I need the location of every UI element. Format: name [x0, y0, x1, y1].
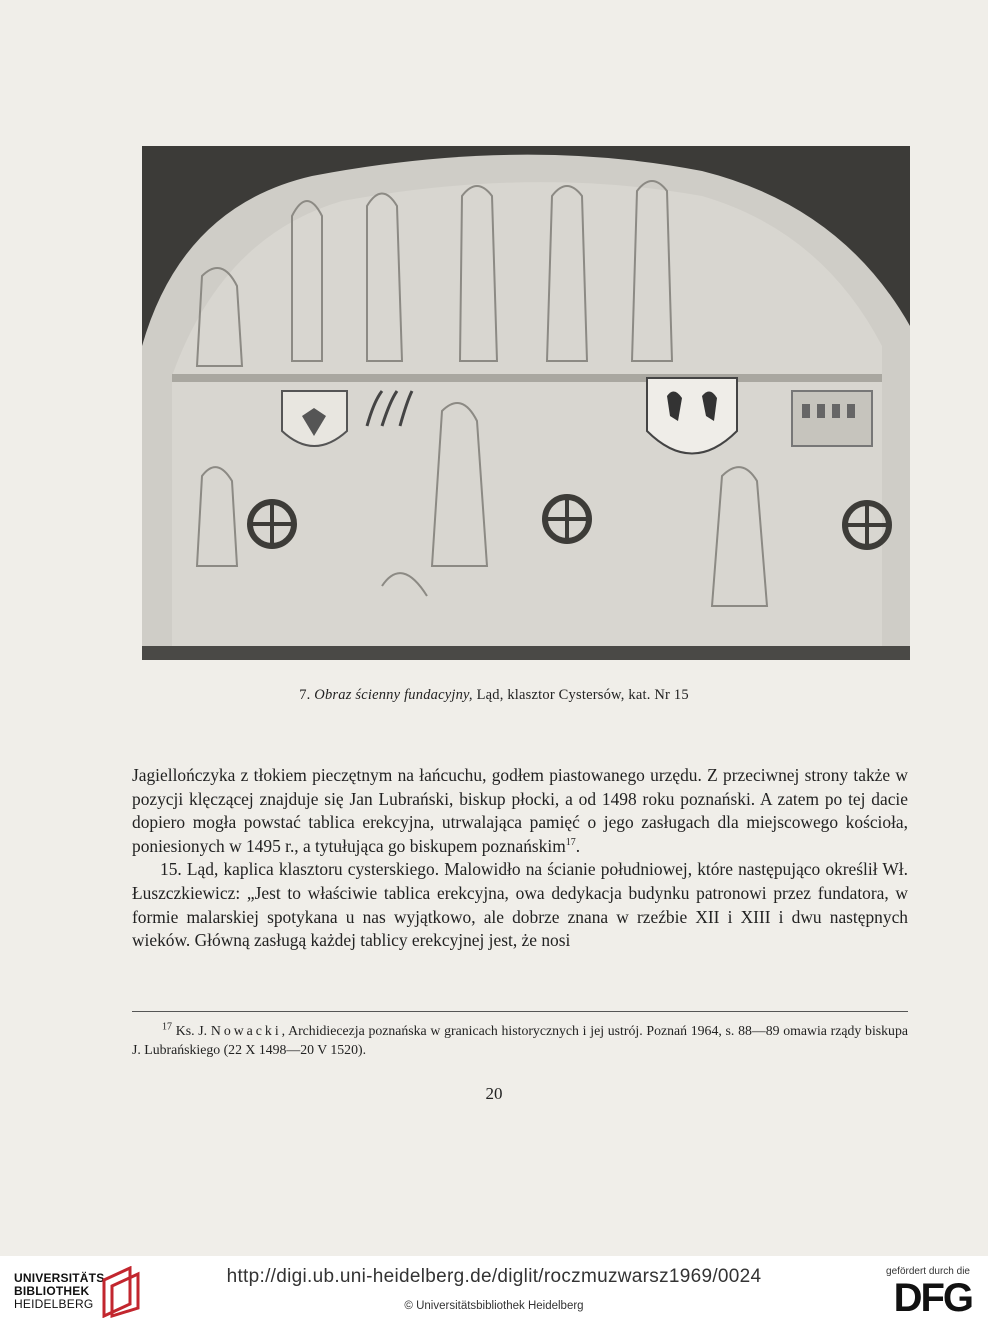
- dfg-logo: DFG: [893, 1276, 972, 1320]
- copyright-notice: © Universitätsbibliothek Heidelberg: [404, 1300, 584, 1312]
- figure-caption: [0, 687, 988, 704]
- footer-bar: [0, 1256, 988, 1327]
- paragraph-1: [132, 764, 908, 858]
- dfg-label: gefördert durch die: [886, 1266, 970, 1277]
- paragraph-1-end: .: [575, 835, 581, 856]
- library-line-3: HEIDELBERG: [14, 1297, 94, 1311]
- footnote-author-name: Nowacki: [210, 1023, 282, 1038]
- paragraph-2: 15. Ląd, kaplica klasztoru cysterskiego. Malowidło na ścianie południowej, które następująco określił Wł. Łuszczkiewicz: „Jest to właściwie tablica erekcyjna, owa dedykacja budynku patronowi przez fundatora, w formie malarskiej spotykana u nas wyjątkowo, ale dobrze znana w rzeźbie XII i XIII i dwu następnych wieków. Główną zasługą każdej tablicy erekcyjnej jest, że nosi: [132, 859, 908, 951]
- permalink-url[interactable]: http://digi.ub.uni-heidelberg.de/diglit/roczmuzwarsz1969/0024: [226, 1266, 762, 1287]
- footnote-number: 17: [162, 1021, 172, 1033]
- caption-rest: Ląd, klasztor Cystersów, kat. Nr 15: [476, 687, 689, 703]
- footnote-rest: , Archidiecezja poznańska w granicach historycznych i jej ustrój. Poznań 1964, s. 88—89 omawia rządy biskupa J. Lubrańskiego (22 X 1498—20 V 1520).: [132, 1023, 908, 1057]
- footnote-author-prefix: Ks. J.: [175, 1023, 208, 1038]
- footnote-divider: [132, 1011, 908, 1012]
- footnote: [132, 1021, 908, 1059]
- library-line-2: BIBLIOTHEK: [14, 1284, 90, 1298]
- library-line-1: UNIVERSITÄTS-: [14, 1271, 109, 1285]
- paragraph-1-text: Jagiellończyka z tłokiem pieczętnym na łańcuchu, godłem piastowanego urzędu. Z przeciwnej strony także w pozycji klęczącej znajduje się Jan Lubrański, biskup płocki, a od 1498 roku poznański. A zatem po tej dacie dopiero mogła powstać tablica erekcyjna, utrwalająca pamięć o jego zasługach dla miejscowego kościoła, poniesionych w 1495 r., a tytułująca go biskupem poznańskim: [132, 765, 908, 856]
- body-text: [132, 764, 908, 953]
- page-number: 20: [485, 1084, 503, 1103]
- wall-painting-photo: [142, 146, 910, 660]
- caption-title: Obraz ścienny fundacyjny,: [314, 687, 473, 703]
- caption-number: 7.: [299, 687, 311, 703]
- footnote-ref: 17: [565, 836, 576, 848]
- footnote-text: [132, 1021, 908, 1059]
